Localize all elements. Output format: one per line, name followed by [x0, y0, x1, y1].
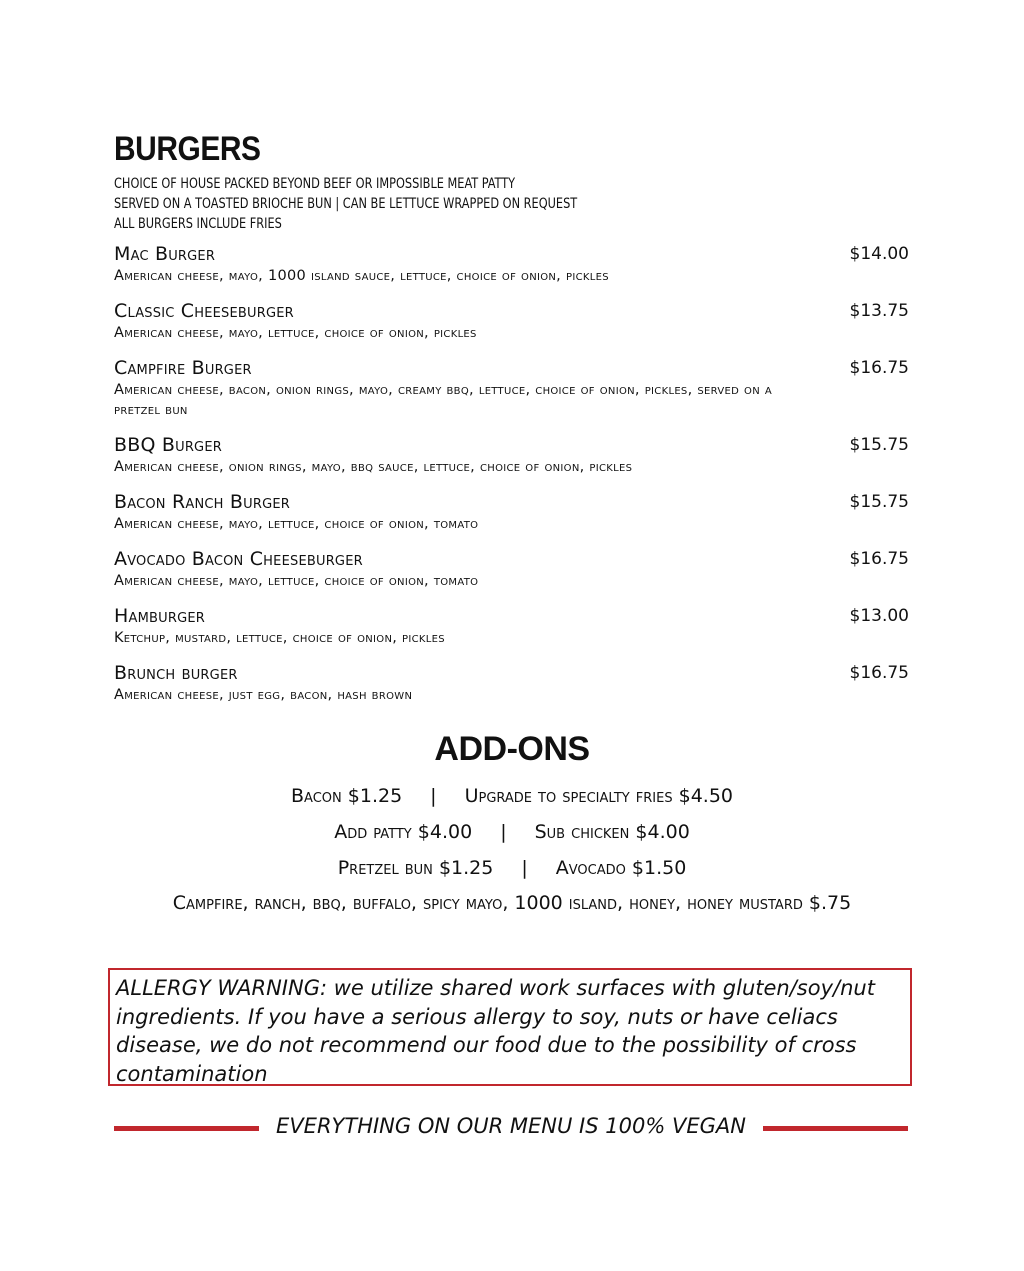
menu-item	[114, 548, 909, 591]
menu-item	[114, 434, 909, 477]
addon-item: Bacon $1.25	[291, 785, 403, 807]
menu-item-price: $13.00	[849, 606, 909, 626]
addons-heading: ADD-ONS	[434, 730, 590, 768]
menu-item-name: BBQ Burger	[114, 434, 222, 456]
addon-row	[0, 818, 1024, 854]
menu-item	[114, 491, 909, 534]
burgers-subtitle	[114, 174, 577, 234]
menu-item	[114, 243, 909, 286]
menu-item-description: American cheese, mayo, lettuce, choice of onion, tomato	[114, 573, 479, 589]
menu-item-price: $16.75	[849, 358, 909, 378]
menu-item-name: Brunch burger	[114, 662, 238, 684]
allergy-warning-box: ALLERGY WARNING: we utilize shared work surfaces with gluten/soy/nut ingredients. If you have a serious allergy to soy, nuts or have celiacs disease, we do not recommend our food due to the possibility of cross contamination	[108, 968, 912, 1086]
addon-separator: |	[430, 785, 437, 807]
burgers-heading: BURGERS	[114, 130, 261, 168]
addon-row	[0, 782, 1024, 818]
menu-item-name: Avocado Bacon Cheeseburger	[114, 548, 363, 570]
menu-item-name: Campfire Burger	[114, 357, 252, 379]
menu-item-name: Classic Cheeseburger	[114, 300, 294, 322]
subtitle-line: SERVED ON A TOASTED BRIOCHE BUN | CAN BE LETTUCE WRAPPED ON REQUEST	[114, 196, 578, 212]
vegan-banner	[114, 1110, 908, 1142]
menu-item-price: $15.75	[849, 435, 909, 455]
menu-item-price: $16.75	[849, 663, 909, 683]
addon-item: Pretzel bun $1.25	[337, 857, 494, 879]
subtitle-line: ALL BURGERS INCLUDE FRIES	[114, 216, 282, 232]
addon-item: Sub chicken $4.00	[534, 821, 690, 843]
menu-item-price: $15.75	[849, 492, 909, 512]
menu-item-description: American cheese, mayo, lettuce, choice of onion, pickles	[114, 325, 477, 341]
menu-item-description: American cheese, onion rings, mayo, bbq sauce, lettuce, choice of onion, pickles	[114, 459, 633, 475]
menu-item-price: $13.75	[849, 301, 909, 321]
burger-list	[114, 243, 909, 719]
addon-item: Add patty $4.00	[334, 821, 473, 843]
menu-item	[114, 605, 909, 648]
addon-separator: |	[521, 857, 528, 879]
menu-item-name: Mac Burger	[114, 243, 216, 265]
sauces-addon: Campfire, ranch, bbq, buffalo, spicy mayo, 1000 island, honey, honey mustard $.75	[172, 892, 852, 914]
banner-rule-right	[763, 1126, 908, 1131]
menu-item-name: Bacon Ranch Burger	[114, 491, 290, 513]
menu-item-description: American cheese, bacon, onion rings, mayo, creamy bbq, lettuce, choice of onion, pickles, served on a pretzel bun	[114, 382, 773, 418]
addon-item: Upgrade to specialty fries $4.50	[464, 785, 733, 807]
menu-item-description: Ketchup, mustard, lettuce, choice of onion, pickles	[114, 630, 445, 646]
menu-item-description: American cheese, mayo, lettuce, choice of onion, tomato	[114, 516, 479, 532]
menu-item	[114, 357, 909, 420]
menu-item	[114, 300, 909, 343]
menu-item-description: American cheese, mayo, 1000 island sauce, lettuce, choice of onion, pickles	[114, 268, 609, 284]
banner-rule-left	[114, 1126, 259, 1131]
menu-item	[114, 662, 909, 705]
addon-row	[0, 854, 1024, 890]
vegan-statement: EVERYTHING ON OUR MENU IS 100% VEGAN	[276, 1114, 746, 1138]
menu-item-name: Hamburger	[114, 605, 205, 627]
addon-item: Avocado $1.50	[555, 857, 687, 879]
menu-item-description: American cheese, just egg, bacon, hash brown	[114, 687, 413, 703]
addons-list	[0, 782, 1024, 915]
menu-item-price: $14.00	[849, 244, 909, 264]
addon-separator: |	[500, 821, 507, 843]
subtitle-line: CHOICE OF HOUSE PACKED BEYOND BEEF OR IMPOSSIBLE MEAT PATTY	[114, 176, 516, 192]
menu-item-price: $16.75	[849, 549, 909, 569]
